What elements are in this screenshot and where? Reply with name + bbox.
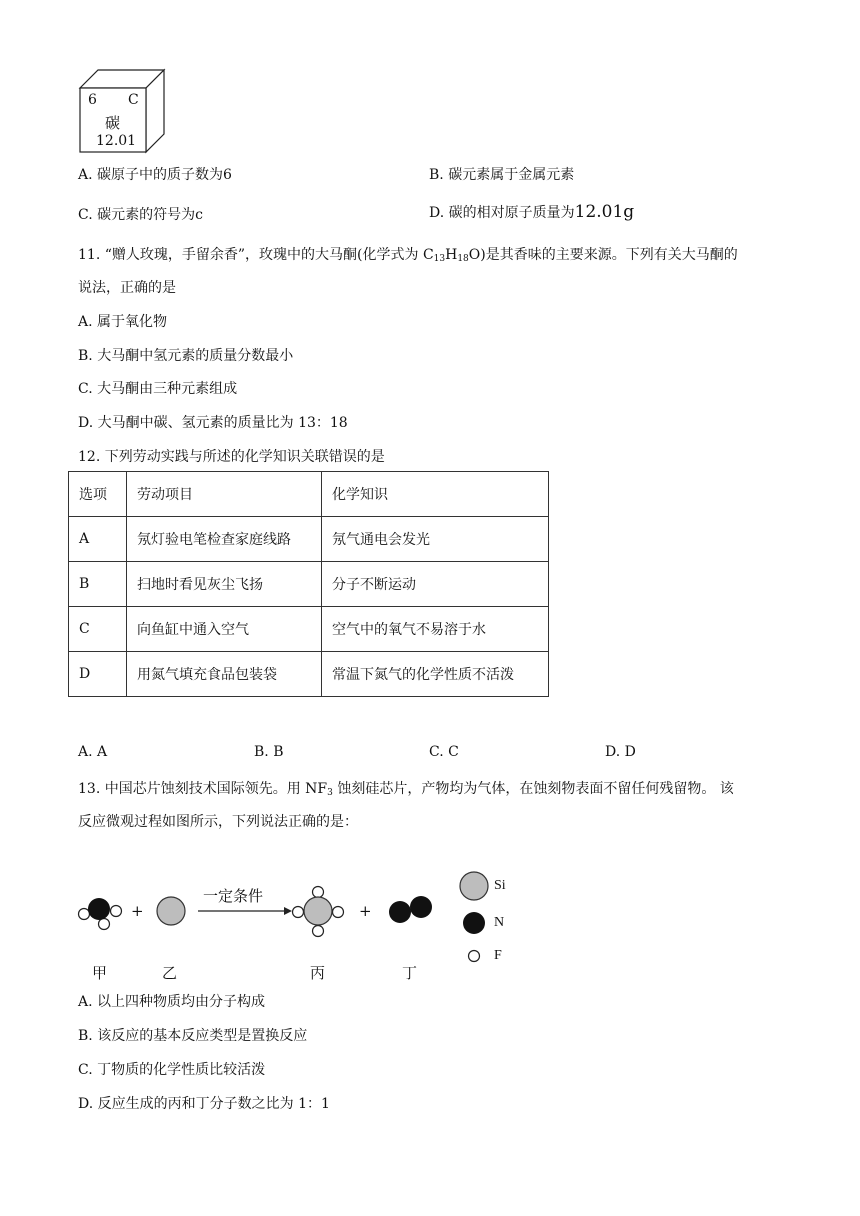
q13-stem-line-1 [78, 778, 734, 798]
q10-option-d [429, 202, 634, 222]
q11-option-d: D. 大马酮中碳、氢元素的质量比为 13：18 [78, 415, 348, 431]
table-cell: A [69, 517, 127, 562]
q11-stem-line-1 [78, 244, 738, 264]
legend-si-swatch [460, 872, 488, 900]
molecule-ding [389, 896, 432, 923]
table-cell: C [69, 607, 127, 652]
carbon-element-card [78, 64, 168, 154]
q12-option-b: B. B [254, 744, 284, 760]
table-cell: 扫地时看见灰尘飞扬 [127, 562, 322, 607]
q10-option-d-text: D. 碳的相对原子质量为 [429, 205, 575, 221]
table-cell: D [69, 652, 127, 697]
q13-subscript: 3 [327, 788, 333, 798]
legend-n-swatch [463, 912, 485, 934]
q11-subscript-c: 13 [433, 254, 446, 264]
label-ding: 丁 [402, 964, 418, 982]
plus-sign: + [131, 902, 144, 920]
table-cell: 常温下氮气的化学性质不活泼 [322, 652, 549, 697]
element-name: 碳 [105, 114, 121, 132]
header-cell: 化学知识 [322, 472, 549, 517]
header-cell: 劳动项目 [127, 472, 322, 517]
table-cell: 分子不断运动 [322, 562, 549, 607]
atomic-mass: 12.01 [96, 133, 137, 149]
atomic-number: 6 [88, 92, 97, 108]
reaction-condition: 一定条件 [203, 887, 264, 905]
q11-option-b: B. 大马酮中氢元素的质量分数最小 [78, 348, 294, 364]
reaction-diagram [70, 862, 530, 987]
table-cell: 用氮气填充食品包装袋 [127, 652, 322, 697]
legend-f-label: F [494, 948, 502, 963]
legend-si-label: Si [494, 878, 506, 893]
header-cell: 选项 [69, 472, 127, 517]
reaction-molecules [70, 862, 530, 987]
q11-stem-h: H [445, 247, 458, 263]
q12-table [68, 471, 549, 697]
q13-stem-part-2: 蚀刻硅芯片，产物均为气体，在蚀刻物表面不留任何残留物。 该 [332, 781, 734, 797]
molecule-yi [157, 897, 185, 925]
q11-option-a: A. 属于氧化物 [78, 314, 168, 330]
label-jia: 甲 [92, 964, 108, 982]
table-cell: 空气中的氧气不易溶于水 [322, 607, 549, 652]
label-yi: 乙 [162, 964, 178, 982]
molecule-jia [79, 898, 122, 930]
q13-option-d: D. 反应生成的丙和丁分子数之比为 1：1 [78, 1096, 330, 1112]
q10-option-d-value: 12.01g [574, 202, 635, 222]
q12-option-c: C. C [429, 744, 459, 760]
q12-stem: 12. 下列劳动实践与所述的化学知识关联错误的是 [78, 449, 385, 465]
q13-stem-part: 13. 中国芯片蚀刻技术国际领先。用 NF [78, 781, 328, 797]
table-row [69, 517, 549, 562]
q11-stem-part-2: O)是其香味的主要来源。下列有关大马酮的 [468, 247, 738, 263]
q13-option-c: C. 丁物质的化学性质比较活泼 [78, 1062, 266, 1078]
q12-option-a: A. A [78, 744, 108, 760]
q11-option-c: C. 大马酮由三种元素组成 [78, 381, 238, 397]
q12-option-d: D. D [605, 744, 636, 760]
table-cell: B [69, 562, 127, 607]
q10-option-a: A. 碳原子中的质子数为6 [78, 167, 232, 183]
q13-option-b: B. 该反应的基本反应类型是置换反应 [78, 1028, 308, 1044]
q13-option-a: A. 以上四种物质均由分子构成 [78, 994, 266, 1010]
table-cell: 氖灯验电笔检查家庭线路 [127, 517, 322, 562]
table-row [69, 562, 549, 607]
element-symbol: C [128, 92, 139, 108]
table-cell: 向鱼缸中通入空气 [127, 607, 322, 652]
molecule-bing [293, 887, 344, 937]
legend-n-label: N [494, 915, 505, 930]
q11-stem-line-2: 说法，正确的是 [78, 280, 176, 296]
table-cell: 氖气通电会发光 [322, 517, 549, 562]
q13-stem-line-2: 反应微观过程如图所示，下列说法正确的是： [78, 814, 358, 830]
table-header-row [69, 472, 549, 517]
q10-option-b: B. 碳元素属于金属元素 [429, 167, 575, 183]
label-bing: 丙 [310, 964, 326, 982]
table-row [69, 607, 549, 652]
q11-stem-part: 11. “赠人玫瑰，手留余香”，玫瑰中的大马酮(化学式为 C [78, 247, 434, 263]
plus-sign: + [359, 902, 372, 920]
q11-subscript-h: 18 [457, 254, 469, 264]
q10-option-c: C. 碳元素的符号为c [78, 207, 203, 223]
table-row [69, 652, 549, 697]
legend-f-swatch [469, 951, 480, 962]
